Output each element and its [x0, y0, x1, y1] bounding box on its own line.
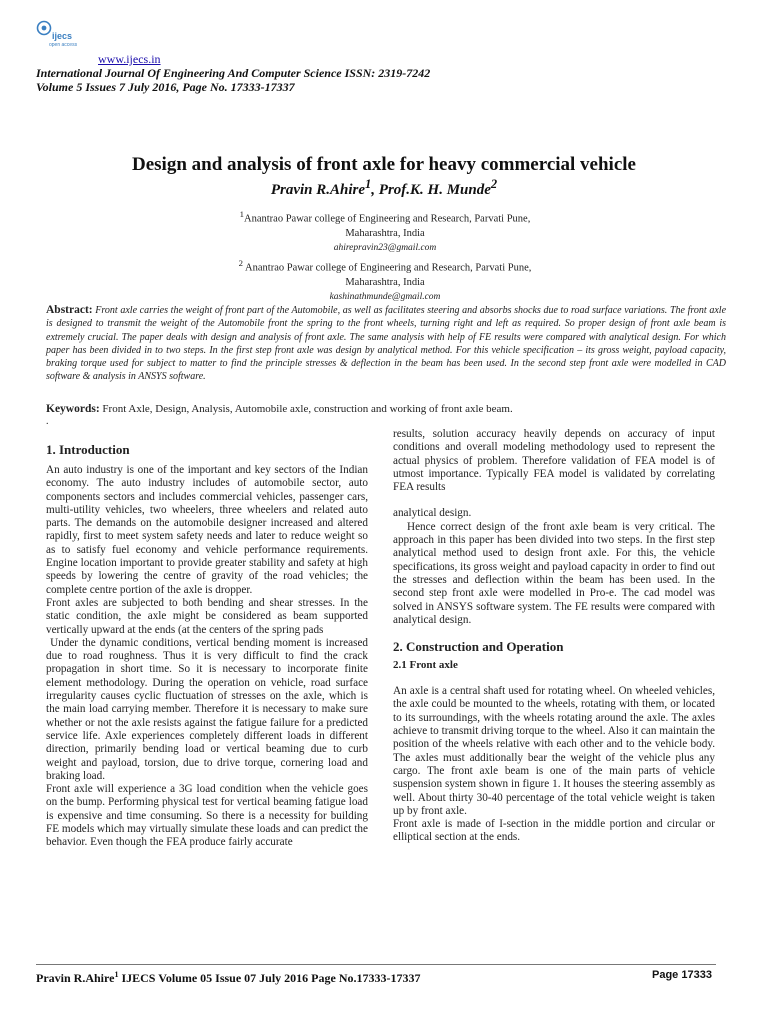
abstract-text: Front axle carries the weight of front part of the Automobile, as well as facilitates steering and absorbs shocks due to road surface variations. The front axle is designed to transmit the weight of the Automobile front the spring to the front wheels, turning right and left as required. So proper design of front axle beam is extremely crucial. The paper deals with design and analysis of front axle. The same analysis with help of FE results were compared with analytical design. For which paper has been divided in to two steps. In the first step front axle was design by analytical method. For this vehicle specification – its gross weight, payload capacity, braking torque used for subject to matter to find the principle stresses & deflection in the beam has been used. In the second step front axle were modelled in CAD software & analysis in ANSYS software. — [46, 305, 727, 383]
subsection-front-axle-heading: 2.1 Front axle — [393, 659, 458, 672]
right-paragraph-2: analytical design. — [393, 507, 472, 520]
footer-author-sup: 1 — [114, 970, 119, 979]
left-column — [46, 442, 371, 850]
keywords-text: Front Axle, Design, Analysis, Automobile axle, construction and working of front axle beam. — [102, 403, 513, 415]
author-1-sup: 1 — [365, 177, 372, 191]
right-paragraph-1: results, solution accuracy heavily depends on accuracy of input conditions and overall modeling methodology used to represent the actual physics of problem. Therefore validation of FEA model is of utmost importance. Typically FEA model is validated by correlating FEA results — [393, 428, 715, 494]
journal-name-line: International Journal Of Engineering And Computer Science ISSN: 2319-7242 — [36, 66, 431, 80]
affiliation-2-line1: Anantrao Pawar college of Engineering and Research, Parvati Pune, — [243, 262, 532, 274]
affiliation-1-sup: 1 — [239, 209, 245, 219]
abstract — [46, 304, 726, 384]
author-1: Pravin R.Ahire — [270, 182, 366, 198]
abstract-label: Abstract: — [46, 304, 93, 316]
logo-name: ijecs — [52, 31, 73, 41]
right-column — [393, 428, 715, 845]
author-line — [0, 175, 768, 199]
section-introduction-heading: 1. Introduction — [46, 442, 130, 457]
author-separator: , — [371, 182, 379, 198]
footer-citation-text: IJECS Volume 05 Issue 07 July 2016 Page No.17333-17337 — [118, 971, 421, 985]
keywords-label: Keywords: — [46, 403, 100, 415]
intro-paragraph-1: An auto industry is one of the important and key sectors of the Indian economy. The auto industry includes of automobile sector, auto components sectors and includes commercial vehicles, passenger cars, multi-utility vehicles, two wheelers, three wheelers and related auto parts. The demands on the automobile designer increased and altered rapidly, first to meet system safety needs and later to reduce weight so as to satisfy fuel economy and vehicle performance requirements. Engine location important to provide greater stability and safety at high speeds by lowering the centre of gravity of the road vehicles; the complete centre portion of the axle is dropper. — [46, 464, 368, 596]
affiliation-2 — [160, 256, 610, 304]
journal-website-link[interactable]: www.ijecs.in — [98, 52, 161, 66]
keywords — [46, 402, 726, 416]
paper-title: Design and analysis of front axle for heavy commercial vehicle — [132, 154, 636, 175]
journal-logo — [36, 20, 96, 66]
stray-dot: . — [46, 416, 49, 427]
footer-citation — [36, 968, 420, 985]
footer-divider — [36, 964, 716, 965]
intro-paragraph-3: Under the dynamic conditions, vertical bending moment is increased due to road roughness. Thus it is very difficult to find the crack propagation in short time. So it is necessary to incorporate finite element methodology. During the operation on vehicle, road surface irregularity causes cyclic fluctuation of stresses on the axle, which is the main load carrying member. Therefore it is necessary to make sure whether or not the axle resists against the fatigue failure for a predicted service life. Axle experiences completely different loads in different direction, primarily bending load or vertical beaming due to curb weight and payload, torsion, due to drive torque, cornering load and braking load. — [46, 636, 371, 782]
affiliation-1-line1: Anantrao Pawar college of Engineering and Research, Parvati Pune, — [244, 213, 531, 225]
author-2-sup: 2 — [490, 177, 498, 191]
logo-symbol-icon — [36, 20, 52, 36]
affiliation-1-line2: Maharashtra, India — [345, 227, 425, 239]
author-2: Prof.K. H. Munde — [378, 182, 491, 198]
affiliation-2-email: kashinathmunde@gmail.com — [329, 291, 441, 302]
affiliation-1 — [160, 207, 610, 255]
right-paragraph-3: Hence correct design of the front axle beam is very critical. The approach in this paper has been divided into two steps. In the first step analytical method used to design front axle. For this, the vehicle specifications, its gross weight and payload capacity in order to find out the stresses and deflection within the beam has been used. In the second step front axle were modelled in Pro-e. The cad model was solved in ANSYS software system. The FE results were compared with analytical design. — [393, 520, 715, 626]
intro-paragraph-4: Front axle will experience a 3G load condition when the vehicle goes on the bump. Performing physical test for vertical beaming fatigue load is expensive and time consuming. So there is a necessity for building FE models which may virtually simulate these loads and can predict the behavior. Even though the FEA produce fairly accurate — [46, 783, 368, 849]
intro-paragraph-2: Front axles are subjected to both bending and shear stresses. In the static condition, the axle might be considered as beam supported vertically upward at the ends (at the centers of the spring pads — [46, 596, 368, 636]
affiliation-1-email: ahirepravin23@gmail.com — [333, 242, 437, 253]
front-axle-paragraph-1: An axle is a central shaft used for rotating wheel. On wheeled vehicles, the axle could be mounted to the wheels, rotating with them, or located to its surroundings, with the wheels rotating around the axle. The axles achieve to transmit driving torque to the wheel. Also it can maintain the position of the wheels relative with each other and to the vehicle body. The axles must additionally bear the weight of the vehicle plus any cargo. The front axle beam is one of the main parts of vehicle suspension system shown in figure 1. It houses the steering assembly as well. About thirty 30-40 percentage of the total vehicle weight is taken up by front axle. — [393, 685, 715, 817]
section-construction-heading: 2. Construction and Operation — [393, 639, 564, 655]
footer-page-number: Page 17333 — [652, 969, 712, 981]
journal-volume-line: Volume 5 Issues 7 July 2016, Page No. 17333-17337 — [36, 80, 295, 94]
front-axle-paragraph-2: Front axle is made of I-section in the middle portion and circular or elliptical section at the ends. — [393, 818, 715, 844]
affiliation-2-sup: 2 — [238, 258, 243, 268]
footer-author: Pravin R.Ahire — [36, 971, 115, 985]
affiliation-2-line2: Maharashtra, India — [345, 276, 425, 288]
logo-tagline: open access — [49, 42, 78, 48]
